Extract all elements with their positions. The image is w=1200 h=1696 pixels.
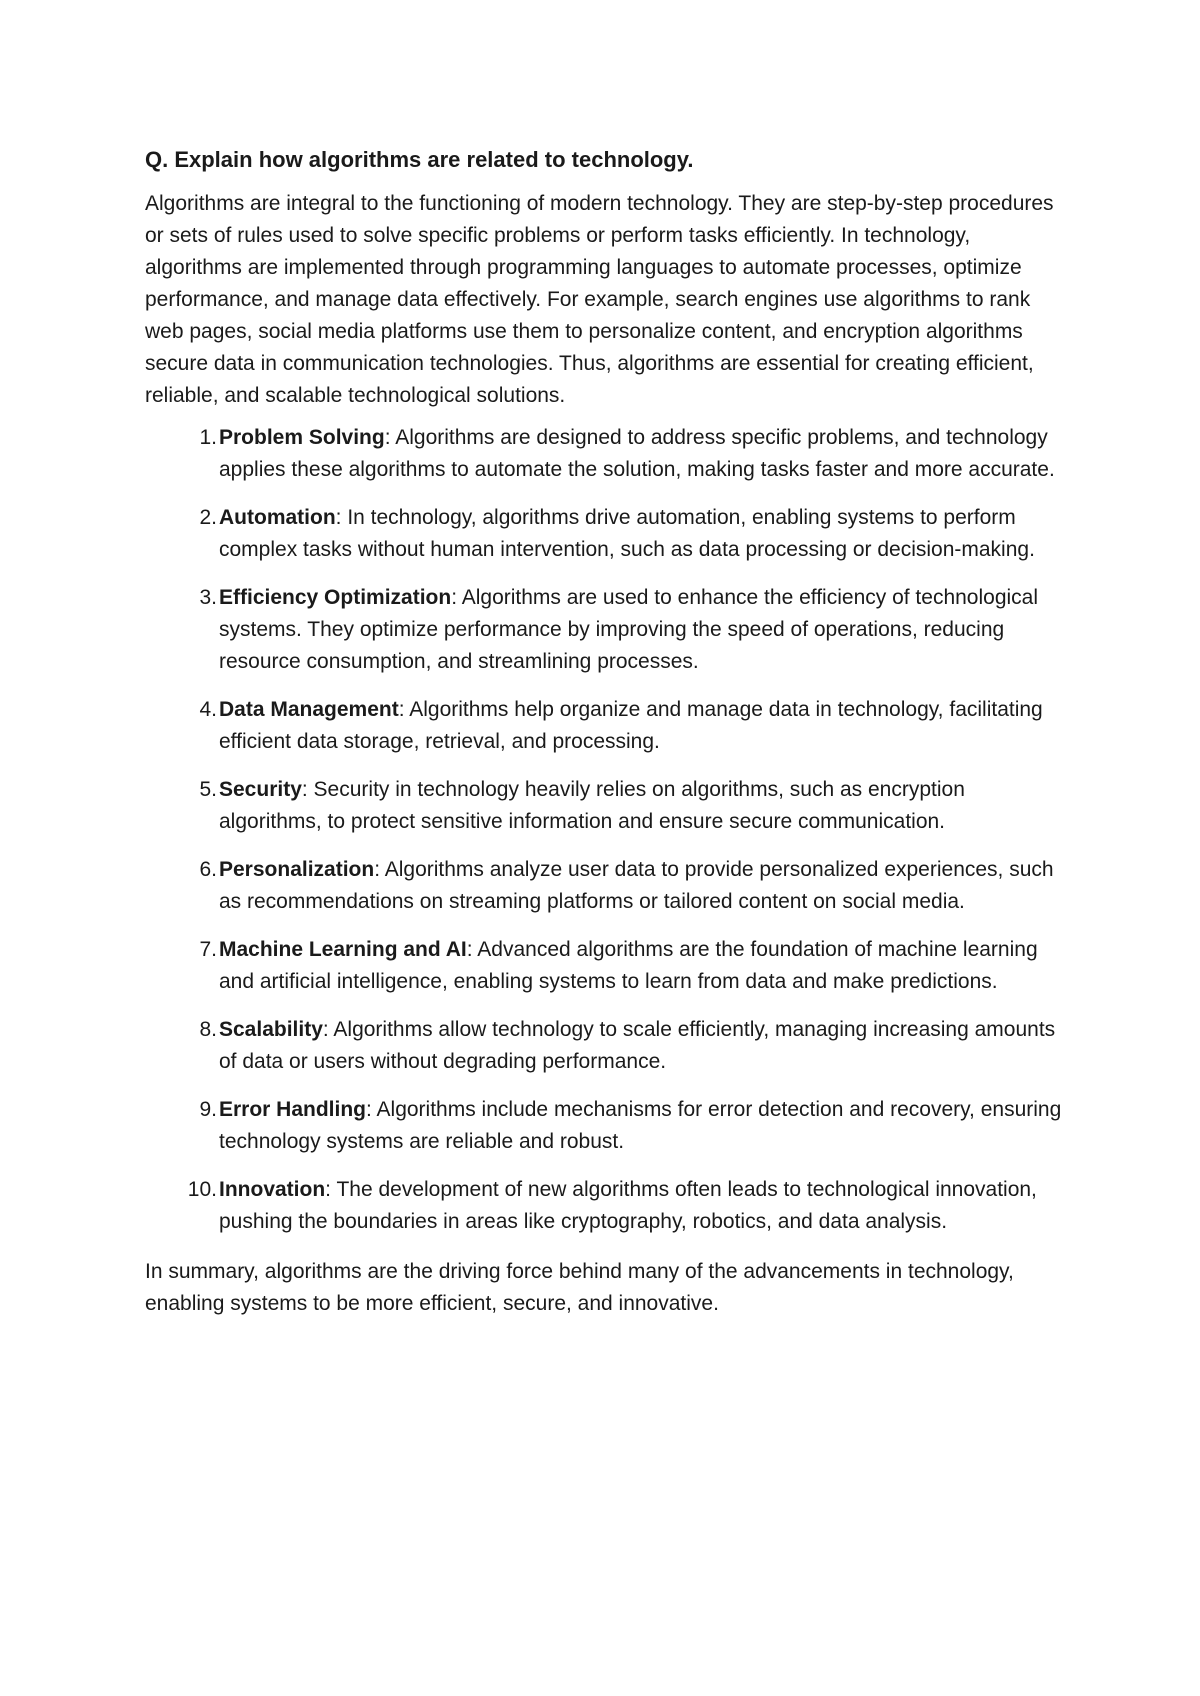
list-item-number: 9. (199, 1098, 217, 1121)
list-item-text: : Advanced algorithms are the foundation of machine learning and artificial intelligence, enabling systems to learn from data and make predictions. (219, 938, 1038, 993)
list-item-number: 2. (199, 506, 217, 529)
list-item-number: 7. (199, 938, 217, 961)
list-item-text: : Algorithms help organize and manage data in technology, facilitating efficient data storage, retrieval, and processing. (219, 698, 1043, 753)
list-item-text: : In technology, algorithms drive automation, enabling systems to perform complex tasks without human intervention, such as data processing or decision-making. (219, 506, 1035, 561)
list-item-title: Personalization (219, 858, 375, 881)
list-item-number: 10. (187, 1178, 217, 1201)
list-item (145, 934, 1065, 998)
list-item-title: Machine Learning and AI (219, 938, 467, 961)
list-item (145, 502, 1065, 566)
list-item-title: Security (219, 778, 302, 801)
document-body (145, 144, 1065, 1320)
list-item-number: 4. (199, 698, 217, 721)
list-item-number: 3. (199, 586, 217, 609)
summary-paragraph: In summary, algorithms are the driving force behind many of the advancements in technology, enabling systems to be more efficient, secure, and innovative. (145, 1260, 1014, 1315)
list-item-title: Scalability (219, 1018, 323, 1041)
list-item-title: Automation (219, 506, 336, 529)
list-item-text: : The development of new algorithms often leads to technological innovation, pushing the boundaries in areas like cryptography, robotics, and data analysis. (219, 1178, 1037, 1233)
list-item-number: 1. (199, 426, 217, 449)
list-item-number: 8. (199, 1018, 217, 1041)
list-item (145, 582, 1065, 678)
list-item-title: Error Handling (219, 1098, 367, 1121)
list-item (145, 854, 1065, 918)
list-item-text: : Algorithms allow technology to scale efficiently, managing increasing amounts of data or users without degrading performance. (219, 1018, 1056, 1073)
list-item-number: 5. (199, 778, 217, 801)
list-item (145, 1094, 1065, 1158)
list-item (145, 1014, 1065, 1078)
points-list (145, 422, 1065, 1238)
list-item-text: : Algorithms are designed to address specific problems, and technology applies these algorithms to automate the solution, making tasks faster and more accurate. (219, 426, 1055, 481)
list-item (145, 422, 1065, 486)
list-item-number: 6. (199, 858, 217, 881)
list-item-title: Data Management (219, 698, 399, 721)
list-item (145, 1174, 1065, 1238)
intro-paragraph: Algorithms are integral to the functioning of modern technology. They are step-by-step procedures or sets of rules used to solve specific problems or perform tasks efficiently. In technology, algorithms are implemented through programming languages to automate processes, optimize performance, and manage data effectively. For example, search engines use algorithms to rank web pages, social media platforms use them to personalize content, and encryption algorithms secure data in communication technologies. Thus, algorithms are essential for creating efficient, reliable, and scalable technological solutions. (145, 192, 1054, 407)
list-item-text: : Security in technology heavily relies on algorithms, such as encryption algorithms, to protect sensitive information and ensure secure communication. (219, 778, 965, 833)
list-item (145, 694, 1065, 758)
list-item-title: Innovation (219, 1178, 326, 1201)
list-item-title: Problem Solving (219, 426, 385, 449)
list-item (145, 774, 1065, 838)
list-item-text: : Algorithms analyze user data to provide personalized experiences, such as recommendations on streaming platforms or tailored content on social media. (219, 858, 1054, 913)
list-item-text: : Algorithms are used to enhance the efficiency of technological systems. They optimize performance by improving the speed of operations, reducing resource consumption, and streamlining processes. (219, 586, 1039, 673)
list-item-text: : Algorithms include mechanisms for error detection and recovery, ensuring technology systems are reliable and robust. (219, 1098, 1062, 1153)
list-item-title: Efficiency Optimization (219, 586, 452, 609)
question-heading: Q. Explain how algorithms are related to technology. (145, 147, 694, 172)
